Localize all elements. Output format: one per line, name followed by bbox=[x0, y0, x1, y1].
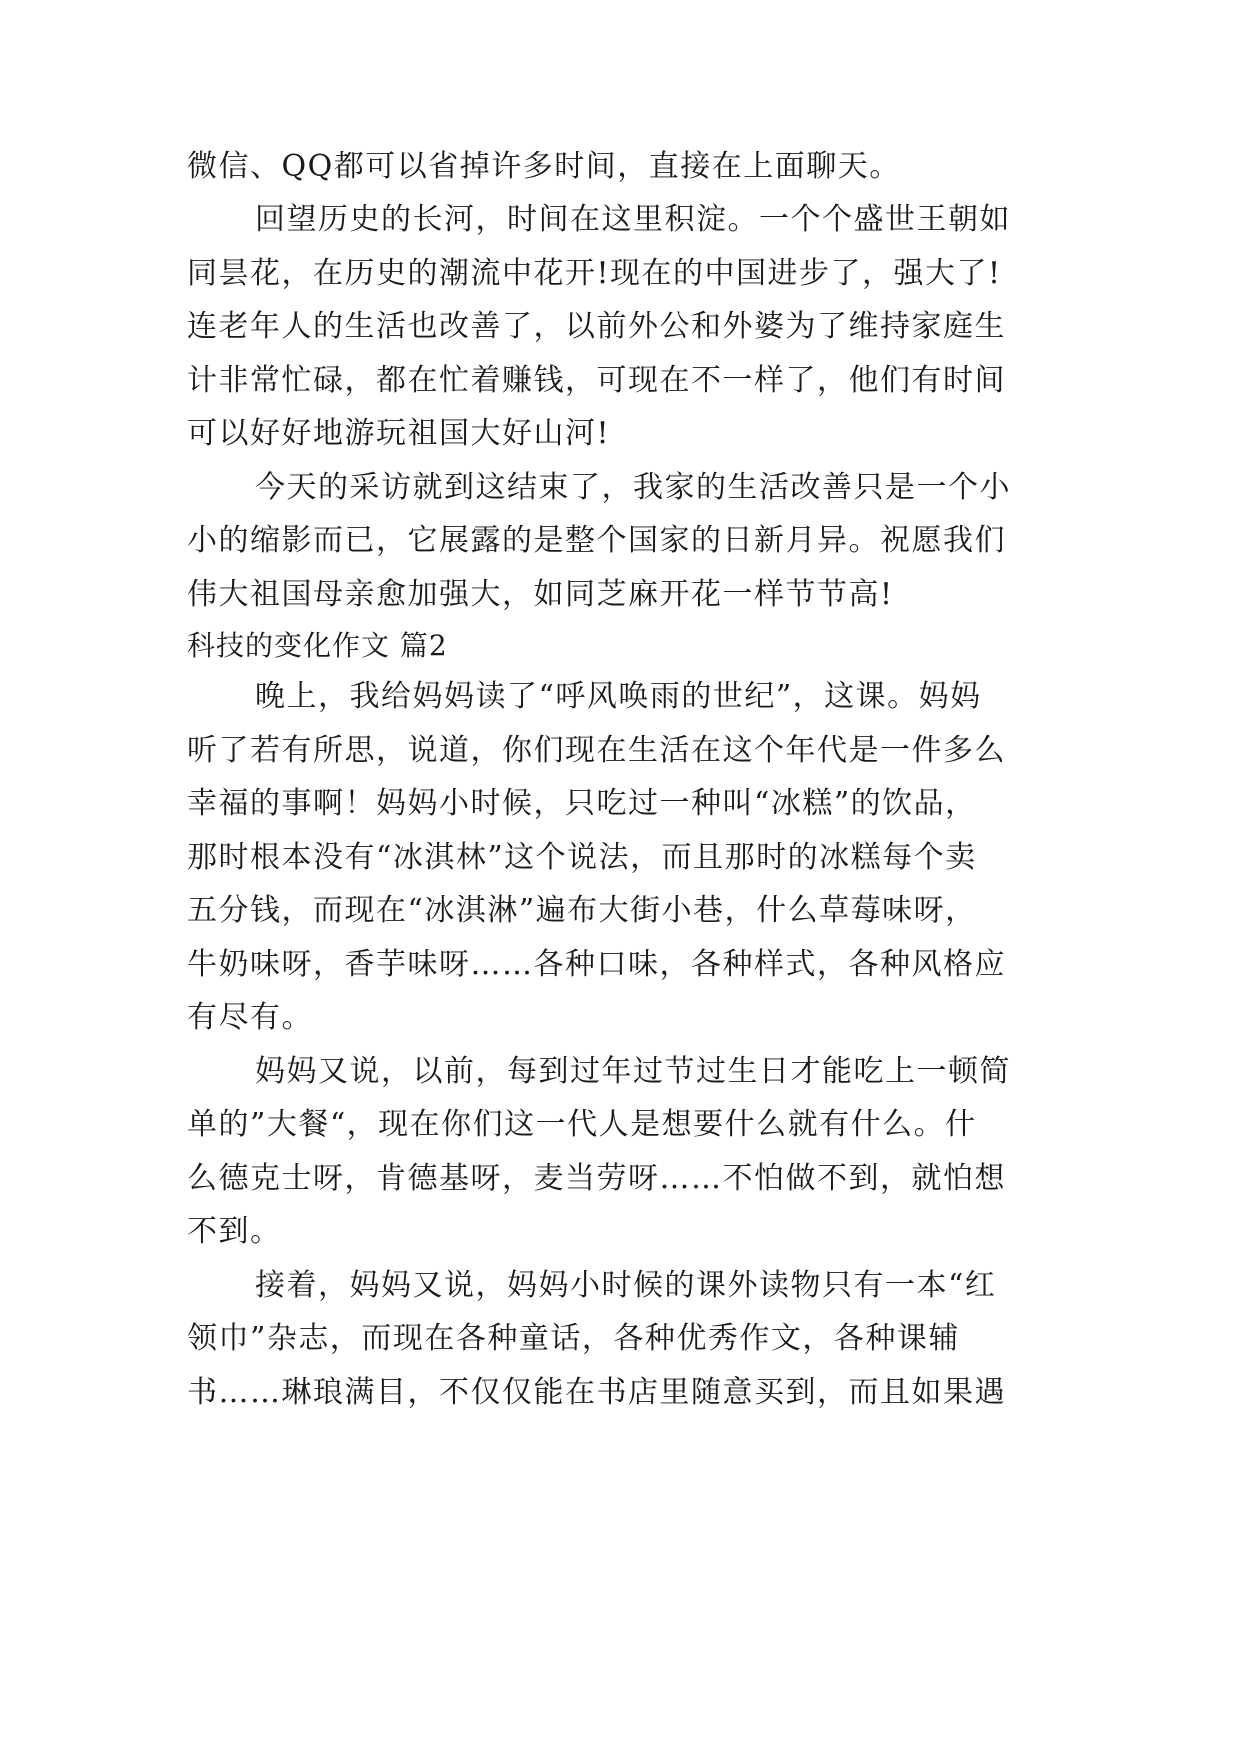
text-line: 那时根本没有“冰淇林”这个说法，而且那时的冰糕每个卖 bbox=[187, 840, 977, 875]
text-line: 连老年人的生活也改善了，以前外公和外婆为了维持家庭生 bbox=[187, 309, 1006, 344]
text-line: 伟大祖国母亲愈加强大，如同芝麻开花一样节节高! bbox=[187, 577, 894, 612]
text-line: 小的缩影而已，它展露的是整个国家的日新月异。祝愿我们 bbox=[187, 523, 1006, 558]
paragraph-start-line: 晚上，我给妈妈读了“呼风唤雨的世纪”，这课。妈妈 bbox=[255, 679, 982, 714]
text-line: 幸福的事啊！妈妈小时候，只吃过一种叫“冰糕”的饮品， bbox=[187, 786, 977, 821]
section-heading: 科技的变化作文 篇2 bbox=[187, 629, 448, 662]
text-line: 不到。 bbox=[187, 1214, 282, 1249]
paragraph-start-line: 接着，妈妈又说，妈妈小时候的课外读物只有一本“红 bbox=[255, 1268, 997, 1303]
text-line: 听了若有所思，说道，你们现在生活在这个年代是一件多么 bbox=[187, 733, 1006, 768]
text-line: 同昙花，在历史的潮流中花开!现在的中国进步了，强大了! bbox=[187, 256, 1002, 291]
paragraph-start-line: 回望历史的长河，时间在这里积淀。一个个盛世王朝如 bbox=[255, 202, 1011, 237]
text-line: 计非常忙碌，都在忙着赚钱，可现在不一样了，他们有时间 bbox=[187, 363, 1006, 398]
text-line: 五分钱，而现在“冰淇淋”遍布大街小巷，什么草莓味呀， bbox=[187, 893, 977, 928]
text-line: 领巾”杂志，而现在各种童话，各种优秀作文，各种课辅 bbox=[187, 1321, 960, 1356]
paragraph-start-line: 今天的采访就到这结束了，我家的生活改善只是一个小 bbox=[255, 470, 1011, 505]
text-line: 有尽有。 bbox=[187, 1000, 313, 1035]
text-line: 书……琳琅满目，不仅仅能在书店里随意买到，而且如果遇 bbox=[187, 1375, 1006, 1410]
text-line: 牛奶味呀，香芋味呀……各种口味，各种样式，各种风格应 bbox=[187, 947, 1006, 982]
text-line: 么德克士呀，肯德基呀，麦当劳呀……不怕做不到，就怕想 bbox=[187, 1161, 1006, 1196]
text-line: 可以好好地游玩祖国大好山河! bbox=[187, 416, 611, 451]
text-line: 单的”大餐“，现在你们这一代人是想要什么就有什么。什 bbox=[187, 1107, 977, 1142]
text-line: 微信、QQ都可以省掉许多时间，直接在上面聊天。 bbox=[187, 149, 901, 184]
paragraph-start-line: 妈妈又说，以前，每到过年过节过生日才能吃上一顿简 bbox=[255, 1054, 1011, 1089]
